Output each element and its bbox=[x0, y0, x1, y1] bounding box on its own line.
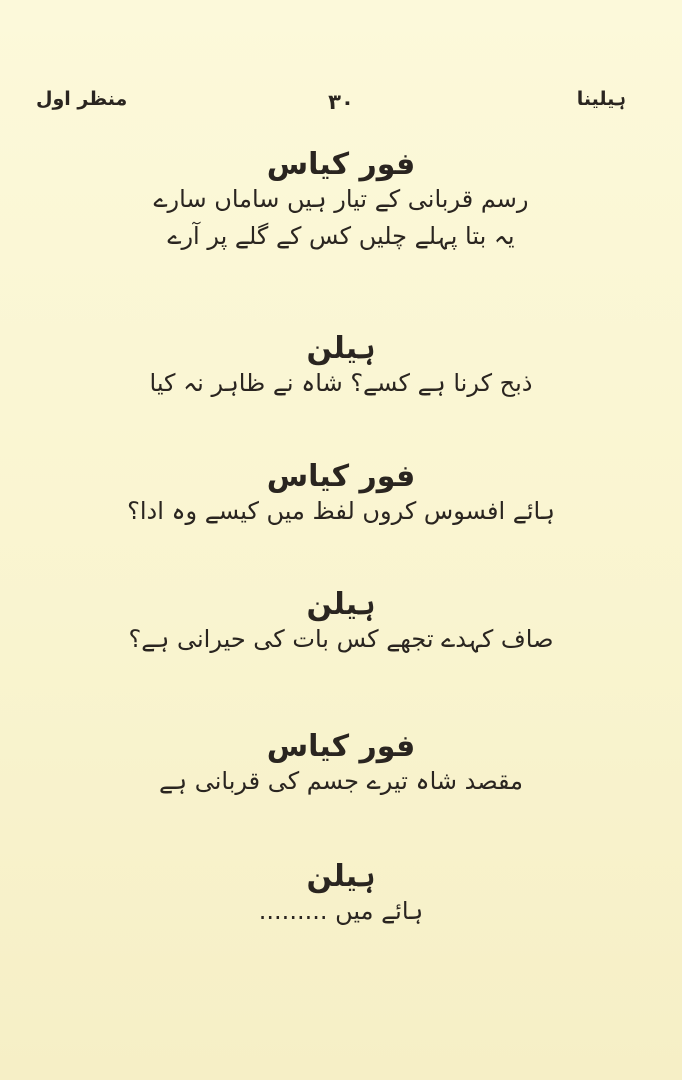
dialogue-line: ہائے میں ......... bbox=[258, 897, 424, 925]
dialogue-block bbox=[0, 588, 682, 658]
speaker-name: ہیلن bbox=[306, 587, 376, 622]
speaker-name: ہیلن bbox=[306, 859, 376, 894]
dialogue-block bbox=[0, 860, 682, 930]
dialogue-block bbox=[0, 460, 682, 530]
speaker-name: فور کیاس bbox=[266, 459, 416, 494]
dialogue-line: مقصد شاہ تیرے جسم کی قربانی ہے bbox=[158, 767, 524, 795]
dialogue-block bbox=[0, 730, 682, 800]
speaker-name: فور کیاس bbox=[266, 729, 416, 764]
speaker-name: فور کیاس bbox=[266, 147, 416, 182]
dialogue-block bbox=[0, 332, 682, 402]
scene-title: منظر اول bbox=[36, 88, 128, 110]
speaker-name: ہیلن bbox=[306, 331, 376, 366]
dialogue-line: یہ بتا پہلے چلیں کس کے گلے پر آرے bbox=[167, 222, 515, 251]
dialogue-line: رسم قربانی کے تیار ہیں ساماں سارے bbox=[153, 185, 529, 213]
dialogue-line: ہائے افسوس کروں لفظ میں کیسے وہ ادا؟ bbox=[127, 497, 555, 525]
dialogue-line: صاف کہدے تجھے کس بات کی حیرانی ہے؟ bbox=[128, 625, 554, 653]
dialogue-line: ذبح کرنا ہے کسے؟ شاہ نے ظاہر نہ کیا bbox=[149, 369, 533, 397]
running-title: ہیلینا bbox=[576, 88, 626, 110]
page-number: ۳۰ bbox=[328, 90, 354, 114]
dialogue-block bbox=[0, 148, 682, 255]
